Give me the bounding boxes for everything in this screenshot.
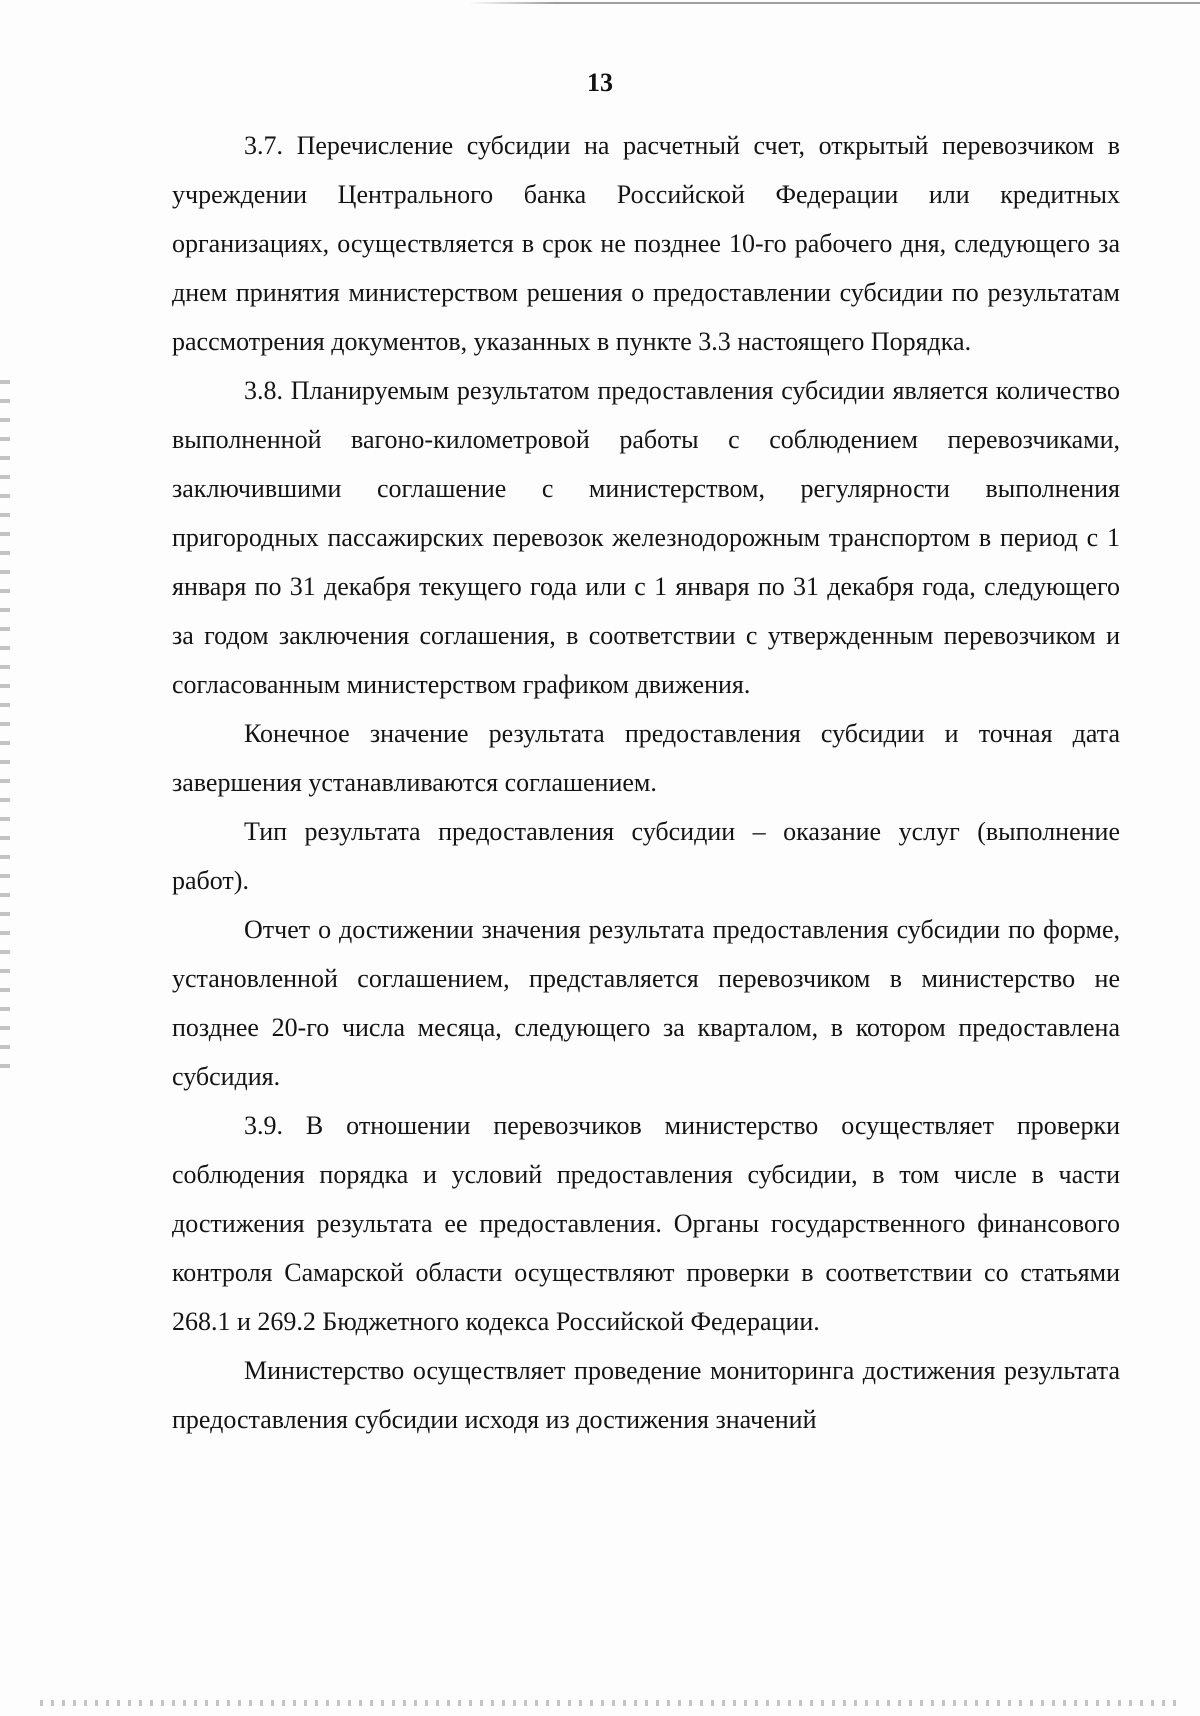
paragraph-3-9: 3.9. В отношении перевозчиков министерство осуществляет проверки соблюдения порядка и условий предоставления субсидии, в том числе в части достижения результата ее предоставления. Органы государственного финансового контроля Самарской области осуществляют проверки в соответствии со статьями 268.1 и 269.2 Бюджетного кодекса Российской Федерации. (172, 1111, 1120, 1336)
paragraph-final-value: Конечное значение результата предоставления субсидии и точная дата завершения устанавливаются соглашением. (172, 719, 1120, 797)
paragraph-report: Отчет о достижении значения результата предоставления субсидии по форме, установленной соглашением, представляется перевозчиком в министерство не позднее 20-го числа месяца, следующего за кварталом, в котором предоставлена субсидия. (172, 915, 1120, 1091)
scan-top-edge-line (468, 2, 1200, 4)
paragraph-monitoring: Министерство осуществляет проведение мониторинга достижения результата предоставления субсидии исходя из достижения значений (172, 1356, 1120, 1434)
page-number: 13 (587, 68, 613, 97)
document-body (172, 121, 1120, 1444)
paragraph-result-type: Тип результата предоставления субсидии – оказание услуг (выполнение работ). (172, 817, 1120, 895)
scan-left-edge-noise (0, 380, 10, 1080)
scan-bottom-edge-noise (40, 1700, 1180, 1706)
paragraph-3-7: 3.7. Перечисление субсидии на расчетный счет, открытый перевозчиком в учреждении Центрального банка Российской Федерации или кредитных организациях, осуществляется в срок не позднее 10-го рабочего дня, следующего за днем принятия министерством решения о предоставлении субсидии по результатам рассмотрения документов, указанных в пункте 3.3 настоящего Порядка. (172, 131, 1120, 356)
paragraph-3-8: 3.8. Планируемым результатом предоставления субсидии является количество выполненной вагоно-километровой работы с соблюдением перевозчиками, заключившими соглашение с министерством, регулярности выполнения пригородных пассажирских перевозок железнодорожным транспортом в период с 1 января по 31 декабря текущего года или с 1 января по 31 декабря года, следующего за годом заключения соглашения, в соответствии с утвержденным перевозчиком и согласованным министерством графиком движения. (172, 376, 1120, 699)
